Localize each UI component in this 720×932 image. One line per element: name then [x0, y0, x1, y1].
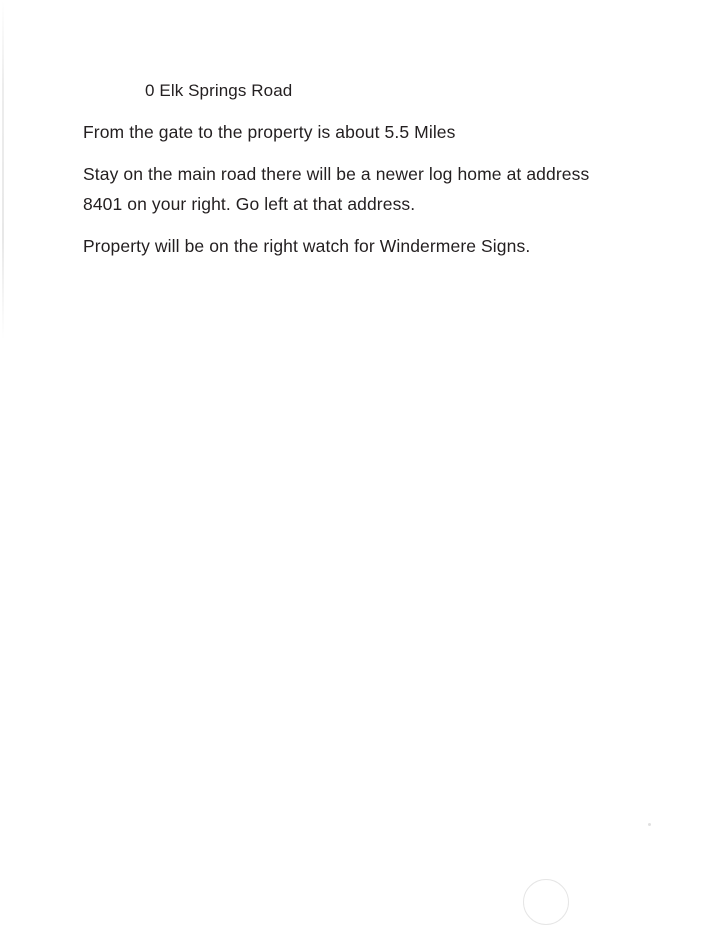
- scan-speck-artifact: [648, 823, 651, 826]
- document-paragraph-directions: Stay on the main road there will be a newer log home at address 8401 on your right. Go left at that address.: [83, 164, 590, 214]
- scan-edge-artifact: [2, 0, 4, 340]
- document-body: [83, 78, 623, 273]
- document-paragraph-distance: From the gate to the property is about 5.5 Miles: [83, 122, 456, 142]
- document-heading: 0 Elk Springs Road: [145, 81, 293, 100]
- document-paragraph-signs: Property will be on the right watch for Windermere Signs.: [83, 236, 531, 256]
- scan-ring-artifact: [523, 879, 569, 925]
